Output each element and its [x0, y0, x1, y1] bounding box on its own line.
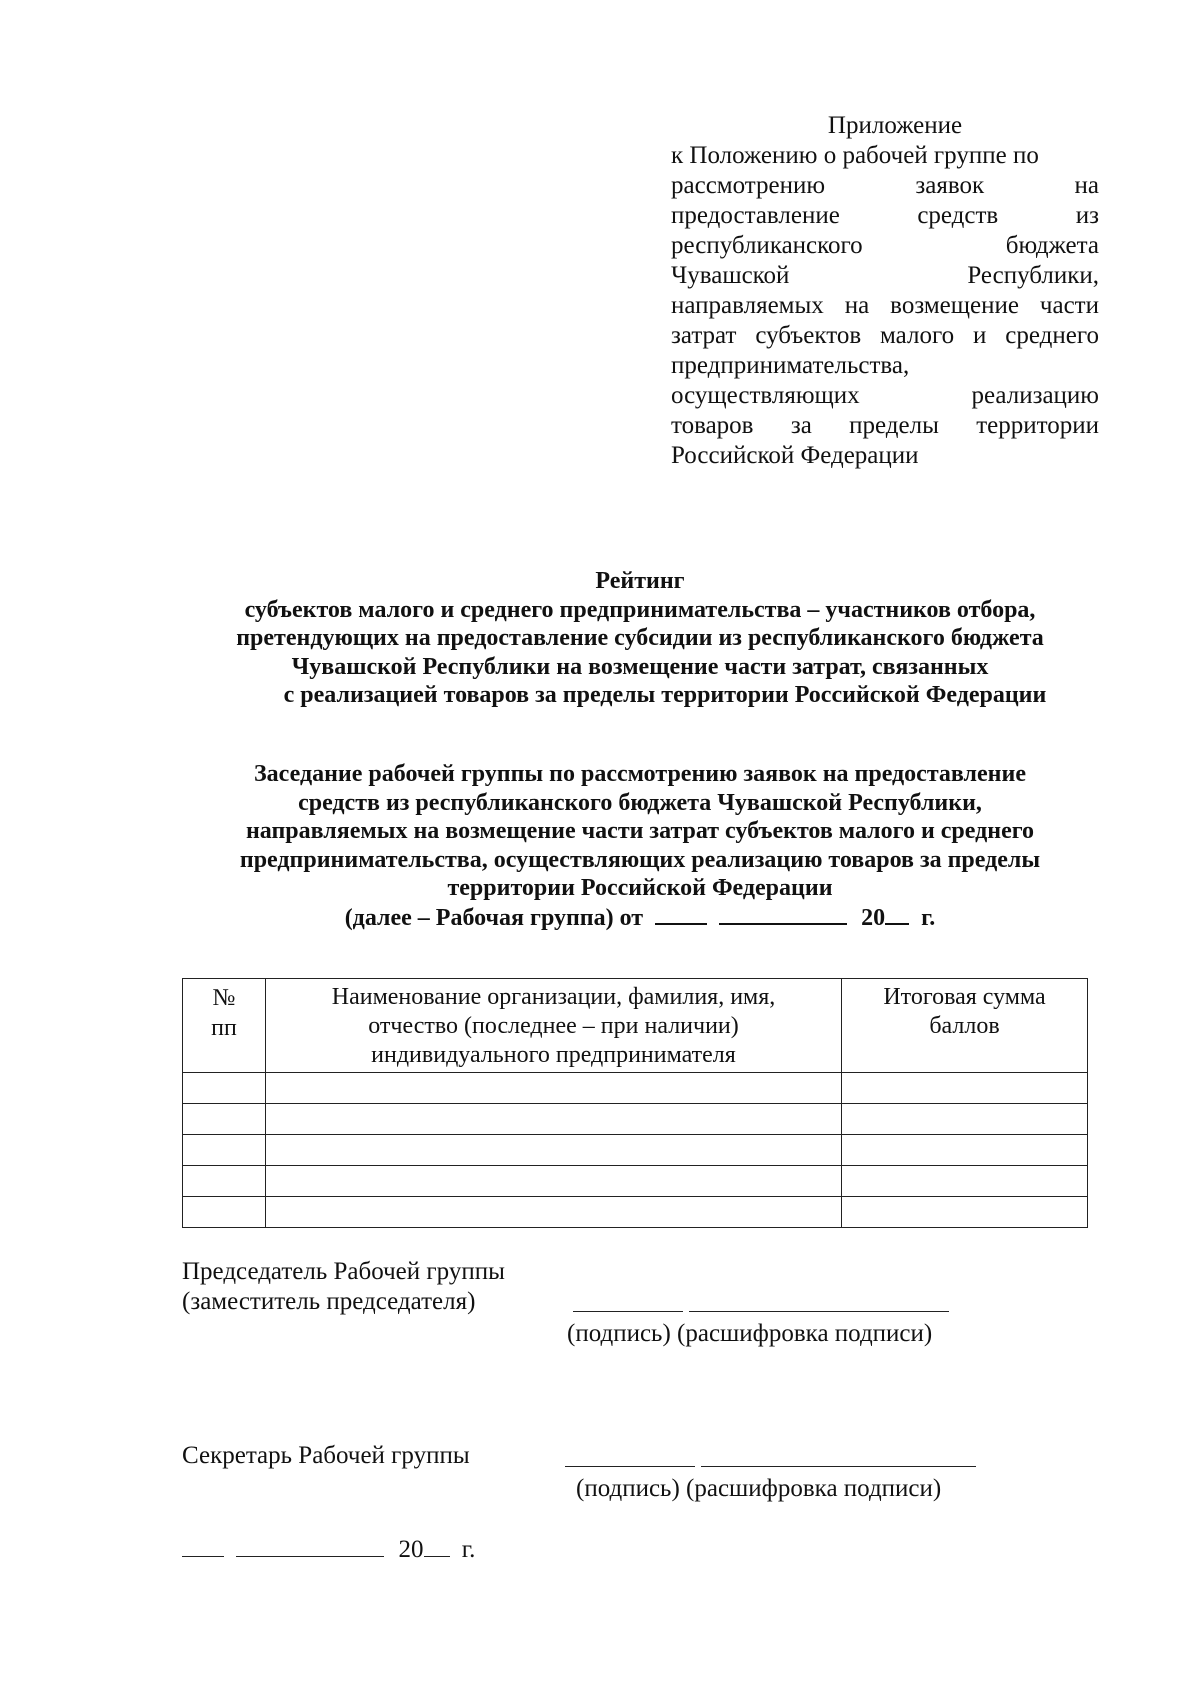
table-cell[interactable]	[842, 1073, 1088, 1104]
table-cell[interactable]	[266, 1166, 842, 1197]
rating-table	[182, 978, 1088, 1228]
table-cell[interactable]	[842, 1104, 1088, 1135]
appendix-line: рассмотрению заявок на	[671, 172, 1099, 199]
footer-date-year: 20	[398, 1536, 424, 1563]
rating-heading	[150, 567, 1130, 710]
appendix-block	[671, 111, 1099, 471]
table-cell[interactable]	[266, 1135, 842, 1166]
table-cell[interactable]	[183, 1197, 266, 1228]
footer-year-blank[interactable]	[424, 1536, 450, 1557]
table-cell[interactable]	[842, 1197, 1088, 1228]
table-row	[183, 1197, 1088, 1228]
secretary-name-blank[interactable]	[701, 1466, 976, 1467]
table-cell[interactable]	[266, 1104, 842, 1135]
appendix-line: затрат субъектов малого и среднего	[671, 322, 1099, 349]
appendix-line: направляемых на возмещение части	[671, 292, 1099, 319]
table-cell[interactable]	[183, 1104, 266, 1135]
appendix-line: к Положению о рабочей группе по	[671, 142, 1039, 169]
appendix-line: Чувашской Республики,	[671, 262, 1099, 289]
table-cell[interactable]	[266, 1073, 842, 1104]
session-date-prefix: (далее – Рабочая группа) от	[344, 904, 644, 931]
chair-deputy-title: (заместитель председателя)	[182, 1288, 476, 1315]
session-line: предпринимательства, осуществляющих реализацию товаров за пределы	[239, 846, 1041, 873]
column-header-score: Итоговая сумма баллов	[842, 979, 1088, 1073]
session-line: направляемых на возмещение части затрат субъектов малого и среднего	[245, 818, 1035, 844]
table-row	[183, 1104, 1088, 1135]
table-row	[183, 1135, 1088, 1166]
date-year-blank[interactable]	[885, 903, 909, 925]
date-day-blank[interactable]	[655, 903, 707, 925]
table-row	[183, 1166, 1088, 1197]
appendix-title: Приложение	[827, 112, 963, 139]
session-date-year: 20	[861, 904, 886, 931]
column-header-number: № пп	[183, 979, 266, 1073]
table-cell[interactable]	[842, 1166, 1088, 1197]
footer-month-blank[interactable]	[236, 1536, 384, 1557]
table-cell[interactable]	[183, 1166, 266, 1197]
column-header-name: Наименование организации, фамилия, имя, отчество (последнее – при наличии) индивидуального предпринимателя	[266, 979, 842, 1073]
chair-signature-caption: (подпись) (расшифровка подписи)	[567, 1320, 933, 1347]
table-cell[interactable]	[183, 1073, 266, 1104]
session-line: средств из республиканского бюджета Чувашской Республики,	[298, 789, 982, 816]
table-cell[interactable]	[842, 1135, 1088, 1166]
rating-subtitle-line: Чувашской Республики на возмещение части затрат, связанных	[291, 653, 989, 680]
rating-subtitle-line: субъектов малого и среднего предпринимательства – участников отбора,	[244, 596, 1036, 623]
appendix-line: предоставление средств из	[671, 202, 1099, 229]
table-cell[interactable]	[183, 1135, 266, 1166]
secretary-signature-blank[interactable]	[565, 1466, 695, 1467]
session-date-suffix: г.	[921, 904, 936, 931]
appendix-line: товаров за пределы территории	[671, 412, 1099, 439]
rating-subtitle-line: претендующих на предоставление субсидии из республиканского бюджета	[236, 625, 1044, 651]
chair-signature-blank[interactable]	[573, 1311, 683, 1312]
footer-date	[182, 1535, 475, 1565]
chair-title: Председатель Рабочей группы	[182, 1258, 505, 1285]
session-date-line	[150, 903, 1130, 933]
secretary-title: Секретарь Рабочей группы	[182, 1442, 470, 1469]
footer-day-blank[interactable]	[182, 1536, 224, 1557]
rating-title: Рейтинг	[595, 568, 685, 594]
date-month-blank[interactable]	[719, 903, 847, 925]
appendix-line: республиканского бюджета	[671, 232, 1099, 259]
table-header-row	[183, 979, 1088, 1073]
appendix-line: Российской Федерации	[671, 442, 919, 469]
rating-subtitle-line: с реализацией товаров за пределы территории Российской Федерации	[283, 682, 1047, 708]
footer-date-suffix: г.	[461, 1536, 476, 1563]
session-heading	[150, 760, 1130, 932]
secretary-signature-caption: (подпись) (расшифровка подписи)	[576, 1475, 942, 1502]
session-line: территории Российской Федерации	[447, 875, 833, 901]
appendix-line: предпринимательства,	[671, 352, 910, 379]
appendix-line: осуществляющих реализацию	[671, 382, 1099, 409]
chair-name-blank[interactable]	[689, 1311, 949, 1312]
table-row	[183, 1073, 1088, 1104]
table-cell[interactable]	[266, 1197, 842, 1228]
session-line: Заседание рабочей группы по рассмотрению заявок на предоставление	[254, 761, 1026, 787]
